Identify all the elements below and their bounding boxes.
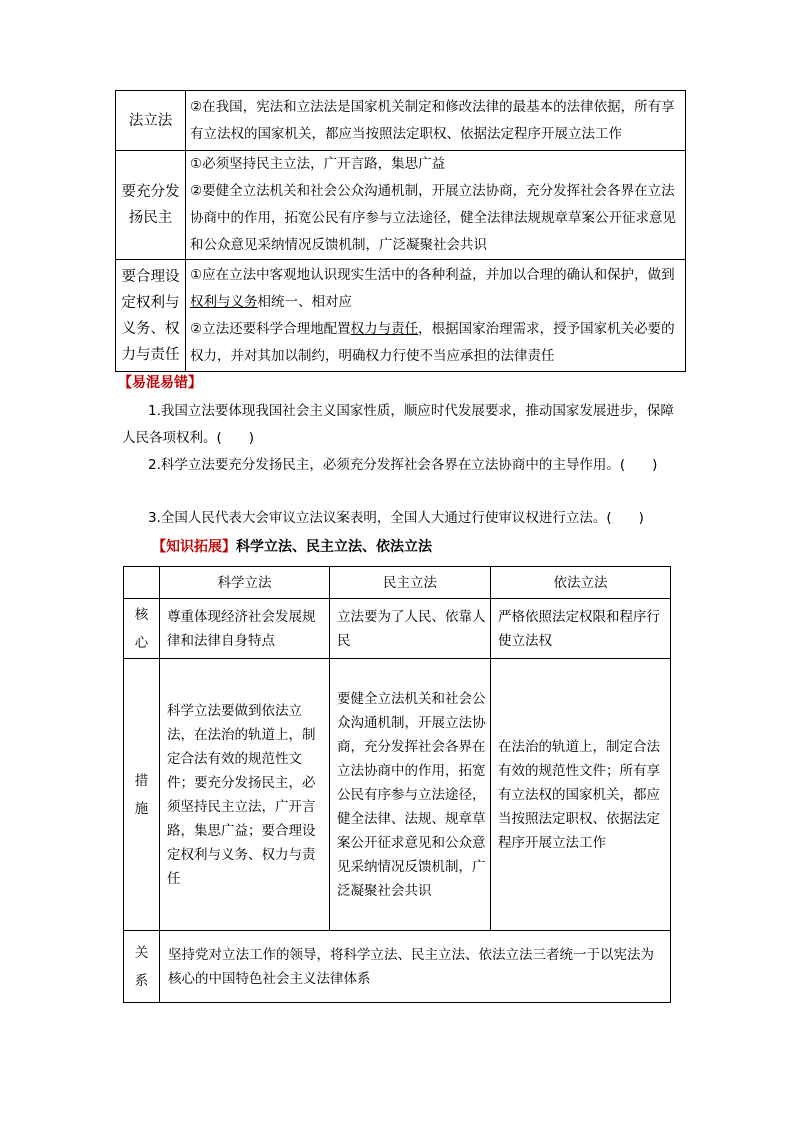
table-header-row (124, 567, 671, 599)
table-cell: 要健全立法机关和社会公众沟通机制，开展立法协商，充分发挥社会各界在立法协商中的作用，拓宽公民有序参与立法途径，健全法律、法规、规章草案公开征求意见和公众意见采纳情况反馈机制，广泛凝聚社会共识 (330, 659, 491, 931)
table-cell: 在法治的轨道上，制定合法有效的规范性文件；所有享有立法权的国家机关，都应当按照法定职权、依据法定程序开展立法工作 (491, 659, 671, 931)
table-row (116, 260, 686, 372)
row-content (186, 260, 686, 372)
text-segment: ①应在立法中客观地认识现实生活中的各种利益，并加以合理的确认和保护，做到 (190, 266, 675, 283)
table-cell: 科学立法要做到依法立法，在法治的轨道上，制定合法有效的规范性文件；要充分发扬民主，必须坚持民主立法，广开言路，集思广益；要合理设定权利与义务、权力与责任 (160, 659, 330, 931)
table-cell: 尊重体现经济社会发展规律和法律自身特点 (160, 599, 330, 659)
content-paragraph (190, 316, 683, 370)
text-segment: ，根据国家治理需求，授予国家机关必要的权力，并对其加以制约，明确权力行使不当应承担的法律责任 (190, 320, 675, 364)
row-header: 法立法 (116, 91, 186, 151)
content-paragraph: ②在我国，宪法和立法法是国家机关制定和修改法律的最基本的法律依据，所有享有立法权的国家机关，都应当按照法定职权、依据法定程序开展立法工作 (190, 98, 675, 142)
row-label: 核心 (124, 599, 160, 659)
table-row (124, 659, 671, 931)
underlined-term: 权力与责任 (350, 320, 419, 337)
section-bracket: 【知识拓展】 (152, 539, 236, 555)
content-paragraph: ②要健全立法机关和社会公众沟通机制，开展立法协商，充分发挥社会各界在立法协商中的作用，拓宽公民有序参与立法途径，健全法律法规规章草案公开征求意见和公众意见采纳情况反馈机制，广泛凝聚社会共识 (190, 183, 676, 253)
section-heading-tuozhan (152, 536, 432, 556)
row-content (186, 151, 686, 260)
content-paragraph (190, 262, 683, 316)
row-header: 要合理设定权利与义务、权力与责任 (116, 260, 186, 372)
merged-cell: 坚持党对立法工作的领导，将科学立法、民主立法、依法立法三者统一于以宪法为核心的中国特色社会主义法律体系 (160, 931, 671, 1003)
section-heading-yihun (118, 372, 202, 392)
header-cell: 科学立法 (160, 567, 330, 599)
table-row (124, 599, 671, 659)
section-title: 【易混易错】 (118, 375, 202, 391)
row-label: 关系 (124, 931, 160, 1003)
question-item: 1.我国立法要体现我国社会主义国家性质，顺应时代发展要求，推动国家发展进步，保障人民各项权利。( ) (122, 403, 674, 446)
table-row (116, 91, 686, 151)
table-cell: 立法要为了人民、依靠人民 (330, 599, 491, 659)
row-label: 措施 (124, 659, 160, 931)
header-cell (124, 567, 160, 599)
question-item: 3.全国人民代表大会审议立法议案表明，全国人大通过行使审议权进行立法。( ) (148, 510, 644, 526)
row-header: 要充分发扬民主 (116, 151, 186, 260)
header-cell: 依法立法 (491, 567, 671, 599)
header-cell: 民主立法 (330, 567, 491, 599)
table-row (124, 931, 671, 1003)
text-segment: 相统一、相对应 (257, 293, 352, 310)
row-content (186, 91, 686, 151)
question-item: 2.科学立法要充分发扬民主，必须充分发挥社会各界在立法协商中的主导作用。( ) (148, 457, 658, 473)
table-row (116, 151, 686, 260)
section-title: 科学立法、民主立法、依法立法 (236, 539, 432, 555)
text-segment: ②立法还要科学合理地配置 (190, 320, 351, 337)
underlined-term: 权利与义务 (190, 293, 258, 310)
content-paragraph: ①必须坚持民主立法，广开言路，集思广益 (190, 156, 446, 172)
table-cell: 严格依照法定权限和程序行使立法权 (491, 599, 671, 659)
legislation-principles-table (115, 90, 686, 372)
comparison-table (123, 566, 671, 1003)
